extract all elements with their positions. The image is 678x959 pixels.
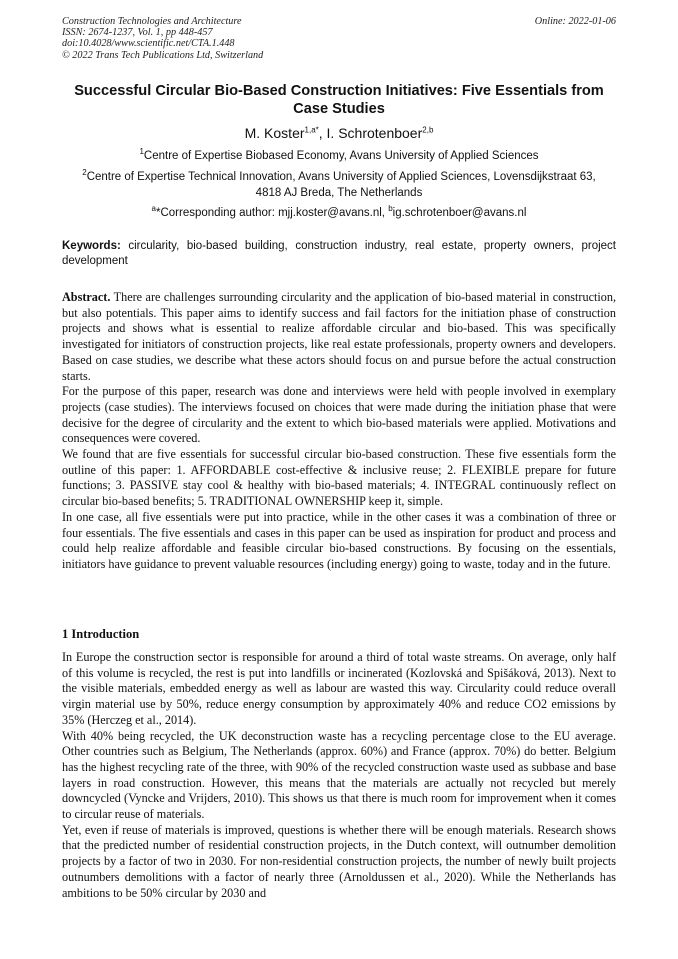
issn-line: ISSN: 2674-1237, Vol. 1, pp 448-457 [62, 27, 213, 39]
abstract-paragraph [62, 290, 616, 384]
affiliation-marker: 2 [82, 168, 87, 178]
introduction-body [62, 650, 616, 901]
affiliation-marker: b [388, 204, 393, 214]
author-name: M. Koster [244, 125, 305, 141]
affiliation-2 [62, 169, 616, 201]
author-line [62, 124, 616, 142]
corresponding-author [62, 205, 616, 221]
journal-info [62, 16, 616, 61]
corresponding-text[interactable]: *Corresponding author: mjj.koster@avans.nl, [156, 207, 389, 219]
affiliation-marker: a [151, 204, 156, 214]
author-separator: , [318, 125, 327, 141]
abstract-paragraph: For the purpose of this paper, research was done and interviews were held with people involved in exemplary projects (case studies). The interviews focused on choices that were made during the initiation phase that were decisive for the degree of circularity and the extent to which bio-based materials were applied. Motivations and consequences were covered. [62, 384, 616, 446]
body-paragraph: With 40% being recycled, the UK deconstruction waste has a recycling percentage close to the EU average. Other countries such as Belgium, The Netherlands (approx. 60%) and France (approx. 70%) do better. Belgium has the highest recycling rate of the three, with 90% of the recycled construction waste used as subbase and base layers in road construction. However, this means that the materials are actually not recycled but merely downcycled (Vyncke and Vrijders, 2010). This shows us that there is much room for improvement when it comes to circular reuse of materials. [62, 728, 616, 822]
keywords [62, 239, 616, 269]
author-name: I. Schrotenboer [326, 125, 423, 141]
journal-header [62, 16, 616, 61]
section-heading: 1 Introduction [62, 627, 140, 641]
abstract-text: There are challenges surrounding circularity and the application of bio-based material in construction, but also potentials. This paper aims to identify success and fail factors for the initiation phase of construction projects and shows what is essential to realize affordable circular and bio-based. This was specifically investigated for initiators of construction projects, like real estate professionals, property owners and developers. Based on case studies, we describe what these actors should focus on and pursue before the actual construction starts. [62, 290, 616, 383]
journal-name: Construction Technologies and Architecture [62, 16, 242, 27]
corresponding-email[interactable]: ig.schrotenboer@avans.nl [392, 207, 527, 219]
affiliation-text: Centre of Expertise Biobased Economy, Avans University of Applied Sciences [143, 150, 539, 162]
body-paragraph: Yet, even if reuse of materials is improved, questions is whether there will be enough materials. Research shows that the predicted number of residential construction projects, in the Dutch context, will outnumber demolition projects by a factor of two in 2030. For non-residential construction projects, the number of newly built projects outnumbers demolitions with a factor of nearly three (Arnoldussen et al., 2020). While the Netherlands has ambitions to be 50% circular by 2030 and [62, 822, 616, 900]
keywords-label: Keywords: [62, 240, 121, 252]
author-superscript: 1,a* [304, 125, 319, 135]
affiliation-text: Centre of Expertise Technical Innovation, Avans University of Applied Sciences, Lovensdijkstraat 63, 4818 AJ Breda, The Netherlands [86, 171, 596, 199]
online-date: Online: 2022-01-06 [534, 16, 616, 27]
abstract-paragraph: In one case, all five essentials were put into practice, while in the other cases it was a combination of three or four essentials. The five essentials and cases in this paper can be used as inspiration for product and process and could help realize affordable and feasible circular bio-based constructions. By focusing on the essentials, initiators have guidance to prevent valuable resources (including energy) going to waste, today and in the future. [62, 509, 616, 571]
copyright-line: © 2022 Trans Tech Publications Ltd, Switzerland [62, 49, 264, 61]
abstract [62, 290, 616, 573]
body-paragraph: In Europe the construction sector is responsible for around a third of total waste streams. On average, only half of this volume is recycled, the rest is put into landfills or incinerated (Kozlovská and Spišáková, 2013). Next to the visible materials, embedded energy as well as labour are wasted this way. Circularity could reduce overall virgin material use by 50%, reduce energy consumption by approximately 40% and reduce CO2 emissions by 35% (Herczeg et al., 2014). [62, 650, 616, 727]
affiliation-1 [62, 148, 616, 164]
doi-line[interactable]: doi:10.4028/www.scientific.net/CTA.1.448 [62, 38, 235, 50]
keywords-text: circularity, bio-based building, construction industry, real estate, property owners, project development [62, 240, 616, 267]
abstract-paragraph: We found that are five essentials for successful circular bio-based construction. These five essentials form the outline of this paper: 1. AFFORDABLE cost-effective & inclusive reuse; 2. FLEXIBLE prepare for future functions; 3. PASSIVE stay cool & healthy with bio-based materials; 4. INTEGRAL continuously reflect on circular bio-based benefits; 5. TRADITIONAL OWNERSHIP keep it, simple. [62, 447, 616, 509]
affiliation-marker: 1 [139, 147, 144, 157]
paper-title: Successful Circular Bio-Based Construction Initiatives: Five Essentials from Case Studies [74, 83, 604, 117]
author-superscript: 2,b [422, 125, 434, 135]
abstract-label: Abstract. [62, 290, 111, 304]
